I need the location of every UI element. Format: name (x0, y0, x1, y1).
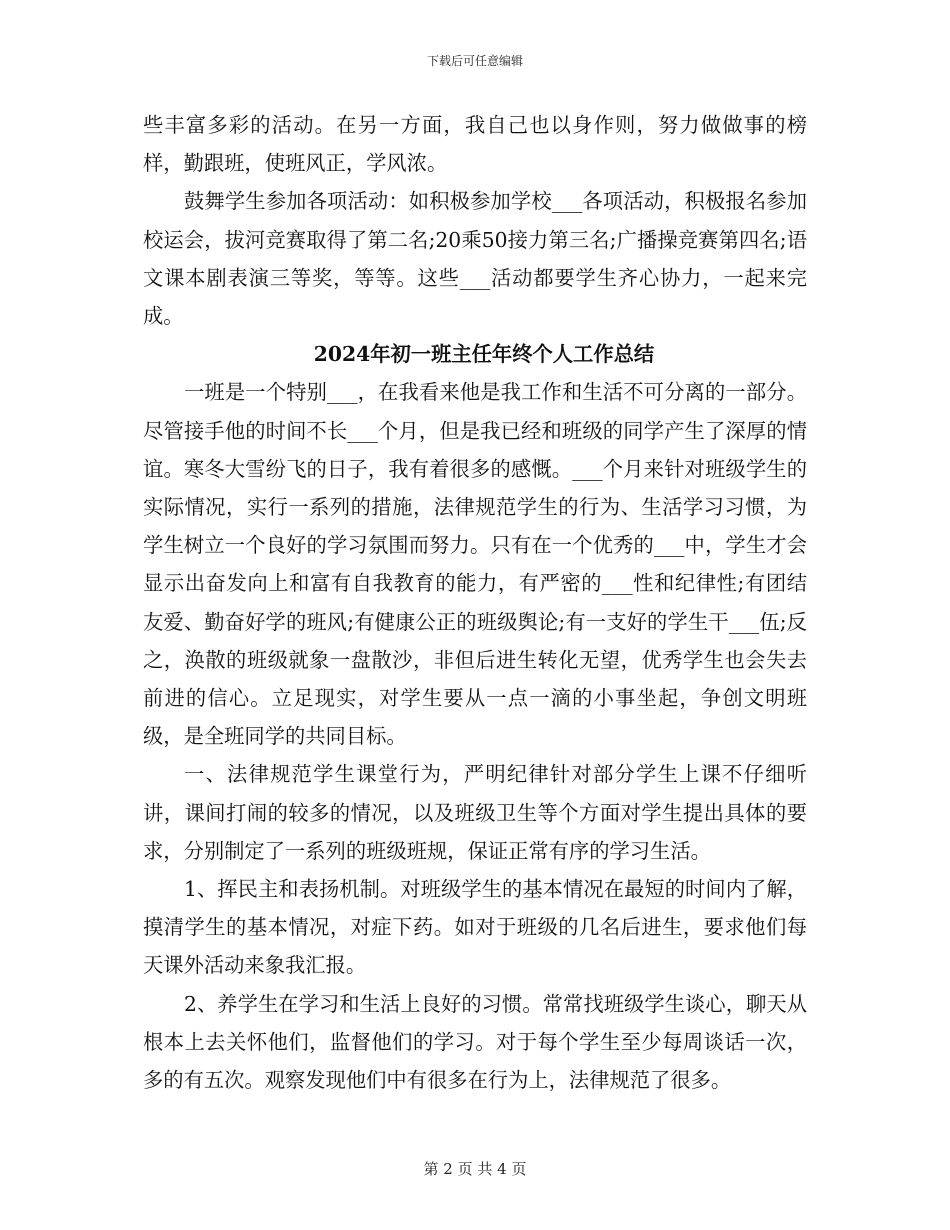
page-header: 下载后可任意编辑 (426, 54, 523, 68)
paragraph-point-one: 一、法律规范学生课堂行为，严明纪律针对部分学生上课不仔细听讲，课间打闹的较多的情况，以及班级卫生等个方面对学生提出具体的要求，分别制定了一系列的班级班规，保证正常有序的学习生活。 (143, 762, 807, 863)
paragraph-activities: 鼓舞学生参加各项活动：如积极参加学校___各项活动，积极报名参加校运会，拔河竞赛取得了第二名;20乘50接力第三名;广播操竞赛第四名;语文课本剧表演三等奖，等等。这些___活动都要学生齐心协力，一起来完成。 (143, 189, 807, 329)
paragraph-continued: 些丰富多彩的活动。在另一方面，我自己也以身作则，努力做做事的榜样，勤跟班，使班风正，学风浓。 (143, 113, 807, 176)
page-footer: 第 2 页 共 4 页 (423, 1160, 527, 1178)
section-title: 2024年初一班主任年终个人工作总结 (313, 342, 655, 367)
paragraph-item-1: 1、挥民主和表扬机制。对班级学生的基本情况在最短的时间内了解，摸清学生的基本情况，对症下药。如对于班级的几名后进生，要求他们每天课外活动来象我汇报。 (143, 877, 807, 978)
paragraph-item-2: 2、养学生在学习和生活上良好的习惯。常常找班级学生谈心，聊天从根本上去关怀他们，监督他们的学习。对于每个学生至少每周谈话一次，多的有五次。观察发现他们中有很多在行为上，法律规范了很多。 (143, 991, 807, 1093)
document-body (143, 106, 807, 1099)
paragraph-intro: 一班是一个特别___，在我看来他是我工作和生活不可分离的一部分。尽管接手他的时间不长___个月，但是我已经和班级的同学产生了深厚的情谊。寒冬大雪纷飞的日子，我有着很多的感慨。___个月来针对班级学生的实际情况，实行一系列的措施，法律规范学生的行为、生活学习习惯，为学生树立一个良好的学习氛围而努力。只有在一个优秀的___中，学生才会显示出奋发向上和富有自我教育的能力，有严密的___性和纪律性;有团结友爱、勤奋好学的班风;有健康公正的班级舆论;有一支好的学生干___伍;反之，涣散的班级就象一盘散沙，非但后进生转化无望，优秀学生也会失去前进的信心。立足现实，对学生要从一点一滴的小事坐起，争创文明班级，是全班同学的共同目标。 (143, 380, 807, 749)
